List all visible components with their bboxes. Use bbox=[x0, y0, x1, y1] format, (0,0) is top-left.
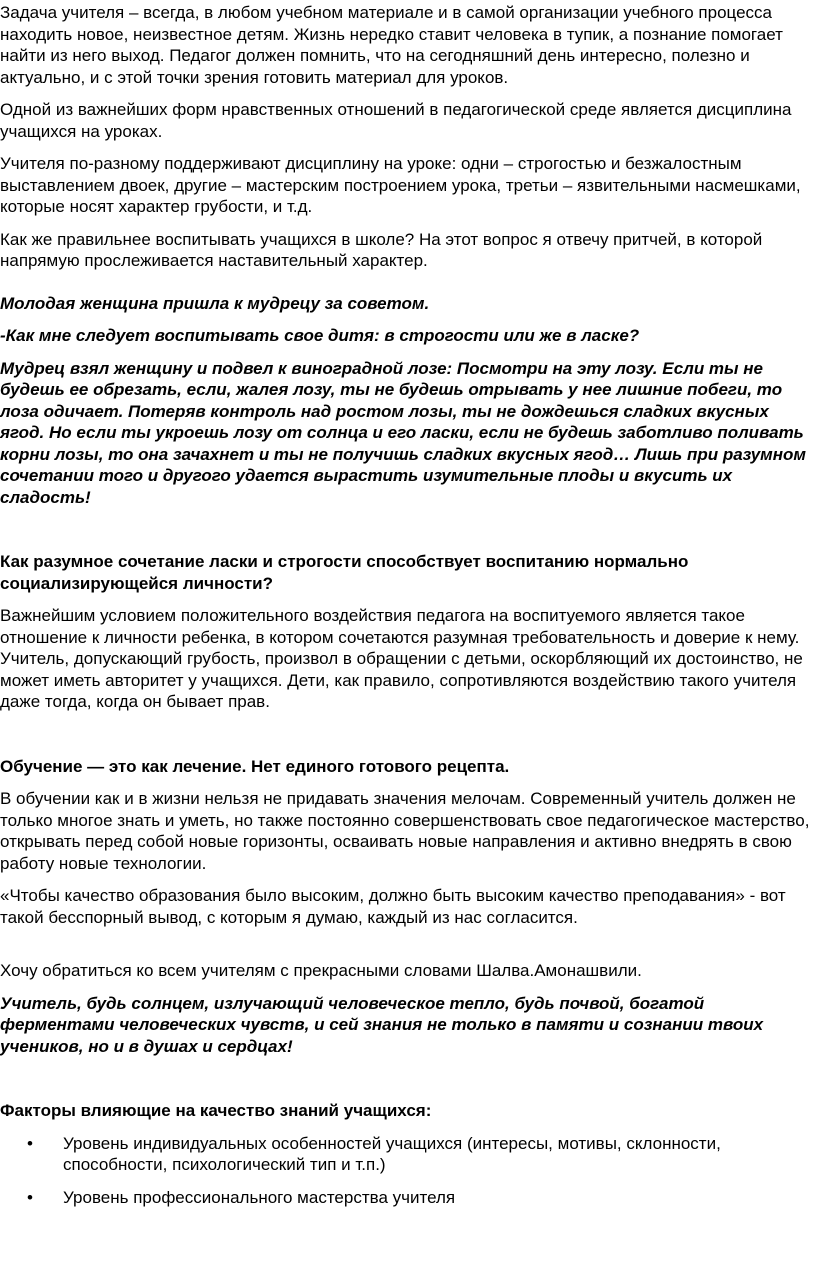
paragraph-teacher-task: Задача учителя – всегда, в любом учебном материале и в самой организации учебного процесса находить новое, неизвестное детям. Жизнь нередко ставит человека в тупик, а познание помогает найти из него выход. Педагог должен помнить, что на сегодняшний день интересно, полезно и актуально, и с этой точки зрения готовить материал для уроков. bbox=[0, 3, 783, 87]
spacer bbox=[0, 939, 814, 960]
spacer bbox=[0, 283, 814, 293]
spacer bbox=[0, 724, 814, 756]
quote-amonashvili: Учитель, будь солнцем, излучающий человеческое тепло, будь почвой, богатой ферментами человеческих чувств, и сей знания не только в памяти и сознании твоих учеников, но и в душах и сердцах! bbox=[0, 993, 764, 1056]
list-item bbox=[0, 1187, 814, 1209]
factors-list bbox=[0, 1133, 814, 1209]
bullet-icon: • bbox=[27, 1187, 33, 1207]
heading-learning-treatment: Обучение — это как лечение. Нет единого готового рецепта. bbox=[0, 756, 510, 776]
list-item-text: Уровень профессионального мастерства учителя bbox=[63, 1187, 456, 1207]
paragraph-discipline-methods: Учителя по-разному поддерживают дисциплину на уроке: одни – строгостью и безжалостным выставлением двоек, другие – мастерским построением урока, третьи – язвительными насмешками, которые носят характер грубости, и т.д. bbox=[0, 154, 801, 216]
bullet-icon: • bbox=[27, 1133, 33, 1153]
paragraph-education-quality: «Чтобы качество образования было высоким, должно быть высоким качество преподавания» - вот такой бесспорный вывод, с которым я думаю, каждый из нас согласится. bbox=[0, 886, 786, 927]
paragraph-modern-teacher: В обучении как и в жизни нельзя не придавать значения мелочам. Современный учитель должен не только многое знать и уметь, но также постоянно совершенствовать свое педагогическое мастерство, открывать перед собой новые горизонты, осваивать новые направления и активно внедрять в свою работу новые технологии. bbox=[0, 789, 810, 873]
heading-kindness-strictness: Как разумное сочетание ласки и строгости способствует воспитанию нормально социализирующейся личности? bbox=[0, 552, 689, 593]
spacer bbox=[0, 519, 814, 551]
parable-line-1: Молодая женщина пришла к мудрецу за советом. bbox=[0, 293, 430, 313]
paragraph-parable-intro: Как же правильнее воспитывать учащихся в школе? На этот вопрос я отвечу притчей, в которой напрямую прослеживается наставительный характер. bbox=[0, 229, 763, 270]
heading-factors: Факторы влияющие на качество знаний учащихся: bbox=[0, 1101, 432, 1120]
paragraph-positive-influence: Важнейшим условием положительного воздействия педагога на воспитуемого является такое отношение к личности ребенка, в котором сочетаются разумная требовательность и доверие к нему. Учитель, допускающий грубость, произвол в обращении с детьми, оскорбляющий их достоинство, не может иметь авторитет у учащихся. Дети, как правило, сопротивляются воздействию такого учителя даже тогда, когда он бывает прав. bbox=[0, 606, 803, 711]
paragraph-discipline: Одной из важнейших форм нравственных отношений в педагогической среде является дисциплина учащихся на уроках. bbox=[0, 100, 792, 141]
parable-line-2: -Как мне следует воспитывать свое дитя: в строгости или же в ласке? bbox=[0, 326, 640, 345]
parable-line-3: Мудрец взял женщину и подвел к виноградной лозе: Посмотри на эту лозу. Если ты не будешь ее обрезать, если, жалея лозу, ты не будешь отрывать у нее лишние побеги, то лоза одичает. Потеряв контроль над ростом лозы, ты не дождешься сладких вкусных ягод. Но если ты укроешь лозу от солнца и его ласки, если не будешь заботливо поливать корни лозы, то она зачахнет и ты не получишь сладких вкусных ягод… Лишь при разумном сочетании того и другого удается вырастить изумительные плоды и вкусить их сладость! bbox=[0, 358, 806, 507]
list-item-text: Уровень индивидуальных особенностей учащихся (интересы, мотивы, склонности, способности, психологический тип и т.п.) bbox=[63, 1133, 721, 1174]
list-item bbox=[0, 1133, 814, 1176]
paragraph-appeal: Хочу обратиться ко всем учителям с прекрасными словами Шалва.Амонашвили. bbox=[0, 961, 642, 980]
spacer bbox=[0, 1068, 814, 1100]
document-page bbox=[0, 2, 814, 1219]
